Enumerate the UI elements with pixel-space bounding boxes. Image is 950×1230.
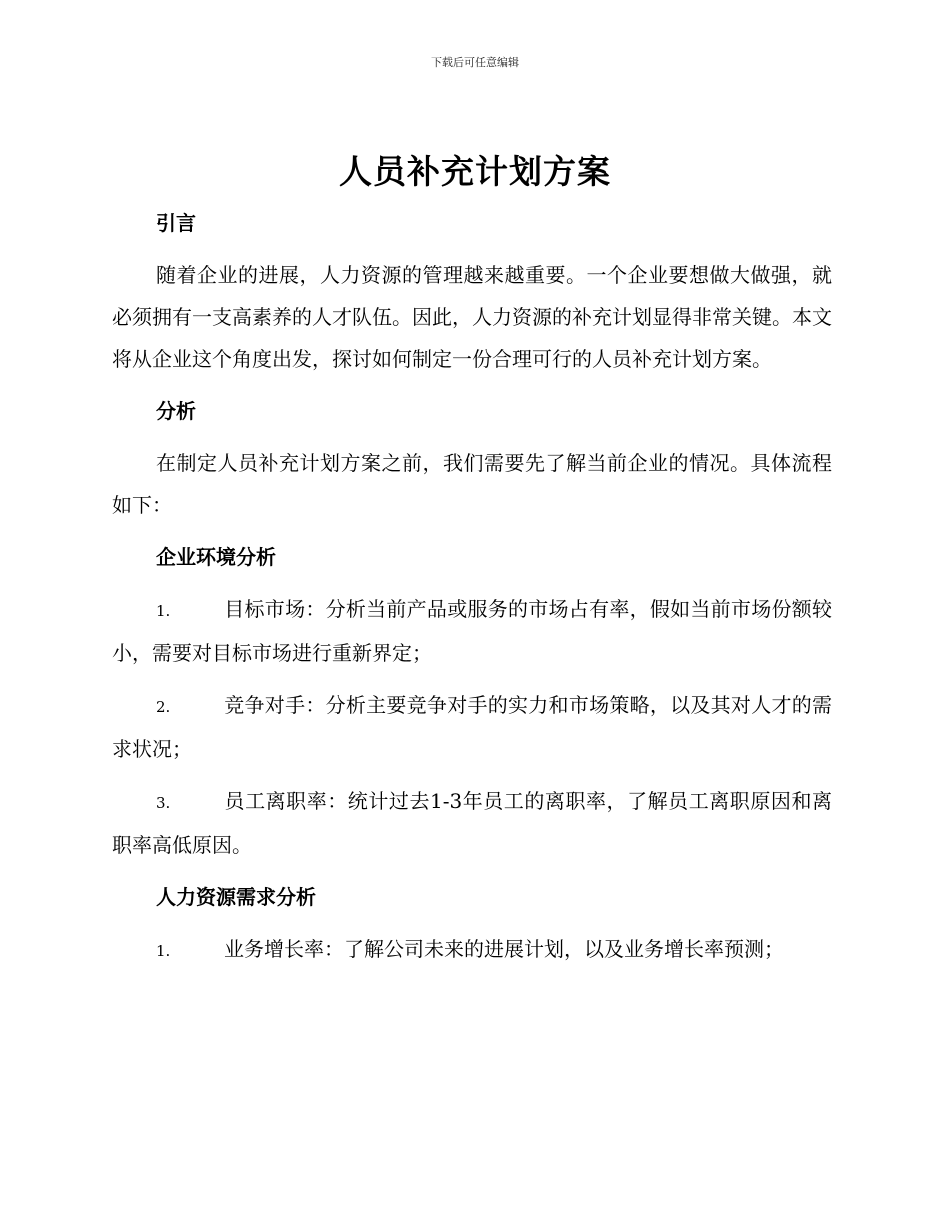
env-analysis-heading: 企业环境分析 [156,545,276,569]
env-list-item [112,588,832,674]
page-title: 人员补充计划方案 [339,152,611,191]
intro-heading: 引言 [156,211,196,235]
hr-demand-heading: 人力资源需求分析 [156,885,316,909]
list-number: 1. [156,942,171,960]
list-number: 2. [156,698,171,716]
list-number: 3. [156,794,171,812]
analysis-heading: 分析 [156,399,196,423]
list-text: 竞争对手：分析主要竞争对手的实力和市场策略，以及其对人才的需求状况； [112,693,832,761]
hr-list-item [112,928,832,972]
list-number: 1. [156,602,171,620]
header-note: 下载后可任意编辑 [431,56,519,69]
list-text: 员工离职率：统计过去1-3年员工的离职率，了解员工离职原因和离职率高低原因。 [112,789,832,857]
list-text: 业务增长率：了解公司未来的进展计划，以及业务增长率预测； [224,937,784,961]
document-body [112,202,832,972]
intro-paragraph: 随着企业的进展，人力资源的管理越来越重要。一个企业要想做大做强，就必须拥有一支高素养的人才队伍。因此，人力资源的补充计划显得非常关键。本文将从企业这个角度出发，探讨如何制定一份合理可行的人员补充计划方案。 [112,263,832,371]
list-text: 目标市场：分析当前产品或服务的市场占有率，假如当前市场份额较小，需要对目标市场进行重新界定； [112,597,832,665]
env-list-item [112,684,832,770]
analysis-paragraph: 在制定人员补充计划方案之前，我们需要先了解当前企业的情况。具体流程如下： [112,451,832,517]
env-list-item [112,780,832,866]
